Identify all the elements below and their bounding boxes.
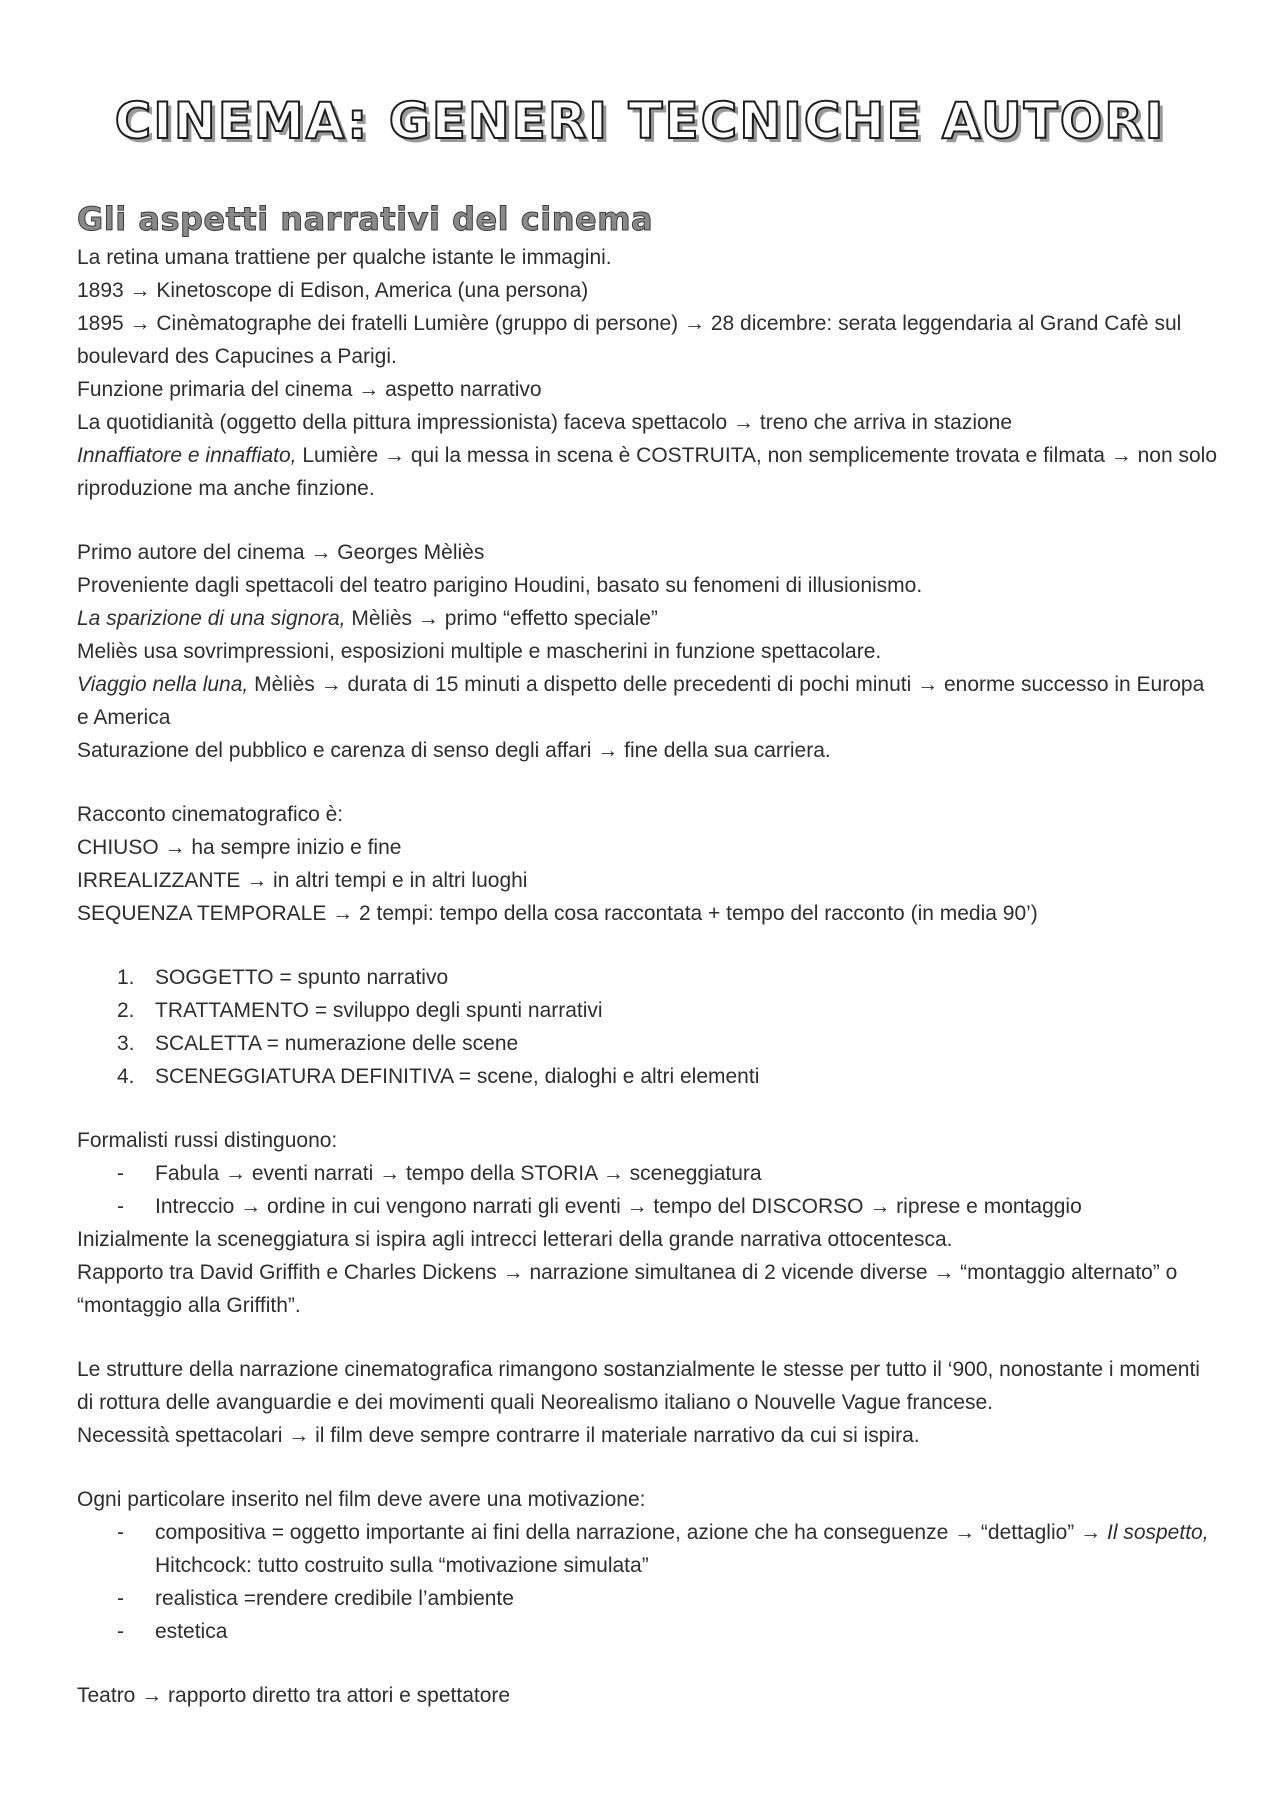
paragraph: Teatro → rapporto diretto tra attori e spettatore <box>77 1684 511 1707</box>
list-item-text: compositiva = oggetto importante ai fini della narrazione, azione che ha conseguenze → “dettaglio” → <box>155 1521 1107 1544</box>
paragraph: Necessità spettacolari → il film deve sempre contrarre il materiale narrativo da cui si ispira. <box>77 1424 920 1447</box>
paragraph-text: Mèliès → durata di 15 minuti a dispetto delle precedenti di pochi minuti → enorme successo in Europa e America <box>77 673 1205 729</box>
list-number: 3. <box>117 1032 135 1055</box>
paragraph: La quotidianità (oggetto della pittura impressionista) faceva spettacolo → treno che arriva in stazione <box>77 411 1013 434</box>
paragraph: Ogni particolare inserito nel film deve avere una motivazione: <box>77 1488 646 1511</box>
film-title: Il sospetto, <box>1106 1521 1209 1544</box>
paragraph <box>77 439 1217 505</box>
list-number: 4. <box>117 1065 135 1088</box>
paragraph: CHIUSO → ha sempre inizio e fine <box>77 836 402 859</box>
numbered-list <box>77 961 1217 1093</box>
paragraph: Primo autore del cinema → Georges Mèliès <box>77 541 485 564</box>
list-dash: - <box>117 1587 124 1610</box>
list-item <box>77 1582 1217 1615</box>
list-item <box>77 1615 1217 1648</box>
list-dash: - <box>117 1620 124 1643</box>
list-item-text: TRATTAMENTO = sviluppo degli spunti narrativi <box>155 999 603 1022</box>
dash-list <box>77 1157 1217 1223</box>
paragraph: Funzione primaria del cinema → aspetto narrativo <box>77 378 542 401</box>
paragraph: La retina umana trattiene per qualche istante le immagini. <box>77 246 612 269</box>
list-item <box>77 961 1217 994</box>
list-item-text: Fabula → eventi narrati → tempo della STORIA → sceneggiatura <box>155 1162 762 1185</box>
page-title: CINEMA: GENERI TECNICHE AUTORI <box>114 92 1166 150</box>
paragraph: 1895 → Cinèmatographe dei fratelli Lumière (gruppo di persone) → 28 dicembre: serata leggendaria al Grand Cafè sul boulevard des Capucines a Parigi. <box>77 312 1182 368</box>
list-item <box>77 1060 1217 1093</box>
document-body <box>77 241 1217 1712</box>
paragraph-text: Lumière → qui la messa in scena è COSTRUITA, non semplicemente trovata e filmata → non solo riproduzione ma anche finzione. <box>77 444 1218 500</box>
list-item <box>77 1027 1217 1060</box>
list-item-text: SOGGETTO = spunto narrativo <box>155 966 449 989</box>
list-item-text: realistica =rendere credibile l’ambiente <box>155 1587 514 1610</box>
list-number: 1. <box>117 966 135 989</box>
list-item-text: Hitchcock: tutto costruito sulla “motivazione simulata” <box>155 1554 649 1577</box>
list-item-text: SCENEGGIATURA DEFINITIVA = scene, dialoghi e altri elementi <box>155 1065 760 1088</box>
paragraph: Le strutture della narrazione cinematografica rimangono sostanzialmente le stesse per tutto il ‘900, nonostante i momenti di rottura delle avanguardie e dei movimenti quali Neorealismo italiano o Nouvelle Vague francese. <box>77 1358 1200 1414</box>
list-dash: - <box>117 1521 124 1544</box>
paragraph: Saturazione del pubblico e carenza di senso degli affari → fine della sua carriera. <box>77 739 831 762</box>
paragraph: SEQUENZA TEMPORALE → 2 tempi: tempo della cosa raccontata + tempo del racconto (in media 90’) <box>77 902 1038 925</box>
paragraph: 1893 → Kinetoscope di Edison, America (una persona) <box>77 279 589 302</box>
paragraph: Racconto cinematografico è: <box>77 803 344 826</box>
list-item <box>77 1157 1217 1190</box>
list-item-text: Intreccio → ordine in cui vengono narrati gli eventi → tempo del DISCORSO → riprese e montaggio <box>155 1195 1082 1218</box>
section-heading: Gli aspetti narrativi del cinema <box>77 200 654 238</box>
paragraph: IRREALIZZANTE → in altri tempi e in altri luoghi <box>77 869 528 892</box>
list-item <box>77 1190 1217 1223</box>
film-title: Innaffiatore e innaffiato, <box>77 444 297 467</box>
paragraph: Proveniente dagli spettacoli del teatro parigino Houdini, basato su fenomeni di illusionismo. <box>77 574 923 597</box>
film-title: Viaggio nella luna, <box>77 673 249 696</box>
paragraph: Rapporto tra David Griffith e Charles Dickens → narrazione simultanea di 2 vicende diverse → “montaggio alternato” o “montaggio alla Griffith”. <box>77 1261 1178 1317</box>
list-item-text: estetica <box>155 1620 228 1643</box>
list-dash: - <box>117 1195 124 1218</box>
paragraph-text: Mèliès → primo “effetto speciale” <box>345 607 658 630</box>
dash-list <box>77 1516 1217 1648</box>
paragraph: Inizialmente la sceneggiatura si ispira agli intrecci letterari della grande narrativa ottocentesca. <box>77 1228 953 1251</box>
list-item-text: SCALETTA = numerazione delle scene <box>155 1032 519 1055</box>
list-item <box>77 1516 1217 1582</box>
film-title: La sparizione di una signora, <box>77 607 346 630</box>
list-dash: - <box>117 1162 124 1185</box>
list-item <box>77 994 1217 1027</box>
paragraph: Meliès usa sovrimpressioni, esposizioni multiple e mascherini in funzione spettacolare. <box>77 640 882 663</box>
paragraph <box>77 602 1217 635</box>
list-number: 2. <box>117 999 135 1022</box>
paragraph: Formalisti russi distinguono: <box>77 1129 338 1152</box>
paragraph <box>77 668 1217 734</box>
